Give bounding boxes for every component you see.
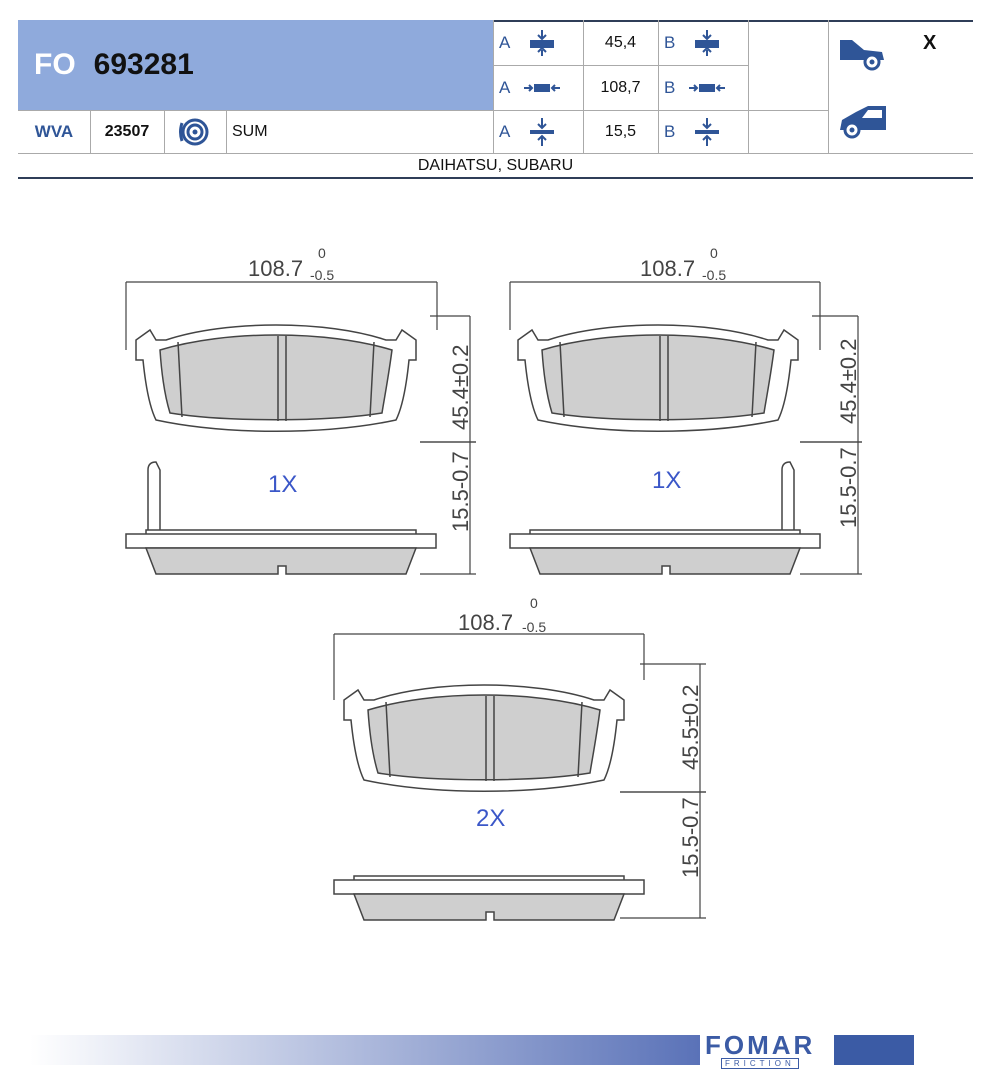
grid-line (583, 20, 584, 153)
grid-line (18, 153, 973, 154)
rear-axle-car-icon (838, 32, 888, 72)
dim-row-thickness-a (493, 110, 583, 153)
grid-line (164, 110, 165, 153)
technical-drawing (0, 230, 991, 930)
dim-row-width-a (493, 65, 583, 110)
grid-line (226, 110, 227, 153)
position-mark: X (923, 32, 937, 54)
vehicle-makes: DAIHATSU, SUBARU (417, 157, 574, 174)
dim-row-width-b (658, 65, 748, 110)
width-tol-lower: -0.5 (310, 267, 335, 283)
width-tol-upper: 0 (318, 245, 326, 261)
quantity-left: 1X (268, 471, 298, 498)
thickness-label-left: 15.5-0.7 (448, 451, 473, 532)
width-tol-lower: -0.5 (702, 267, 727, 283)
code-prefix: FO (34, 48, 76, 81)
brand-tagline: FRICTION (721, 1058, 799, 1069)
thickness-label-right: 15.5-0.7 (836, 447, 861, 528)
grid-line (658, 20, 659, 153)
code-number: 693281 (93, 48, 194, 81)
width-icon (522, 78, 562, 98)
pad-outline-bottom (344, 685, 624, 791)
dim-b-label: B (664, 77, 676, 97)
thickness-label-bottom: 15.5-0.7 (678, 797, 703, 878)
dim-width-value: 108,7 (600, 78, 641, 96)
pad-side-bottom (334, 876, 644, 920)
pad-outline-left (136, 325, 416, 431)
width-icon (687, 78, 727, 98)
width-tol-upper: 0 (710, 245, 718, 261)
footer-brand-block (834, 1035, 914, 1065)
dim-row-height-a (493, 20, 583, 65)
wva-label: WVA (34, 121, 74, 141)
disc-brake-icon (164, 110, 226, 153)
system-name: SUM (232, 122, 268, 140)
dim-a-label: A (499, 77, 511, 97)
grid-line (748, 20, 749, 153)
dim-row-thickness-b (658, 110, 748, 153)
thickness-icon (522, 116, 562, 148)
width-label-left: 108.7 (248, 256, 304, 281)
grid-line (493, 65, 748, 66)
quantity-bottom: 2X (476, 805, 506, 832)
quantity-right: 1X (652, 467, 682, 494)
grid-line (828, 20, 829, 153)
dim-thickness-value: 15,5 (604, 122, 637, 140)
dim-b-label: B (664, 121, 676, 141)
width-label-bottom: 108.7 (458, 610, 514, 635)
product-header (18, 20, 973, 180)
dim-row-height-b (658, 20, 748, 65)
height-label-bottom: 45.5±0.2 (678, 684, 703, 770)
height-label-left: 45.4±0.2 (448, 344, 473, 430)
grid-line (90, 110, 91, 153)
front-axle-car-icon (838, 100, 888, 140)
dim-a-label: A (499, 121, 511, 141)
height-label-right: 45.4±0.2 (836, 338, 861, 424)
header-bottom-rule (18, 177, 973, 179)
fomar-logo (705, 1030, 830, 1072)
dim-a-label: A (499, 32, 511, 52)
grid-line (18, 110, 828, 111)
dim-height-value: 45,4 (604, 33, 637, 51)
dim-b-label: B (664, 32, 676, 52)
pad-outline-right (518, 325, 798, 431)
product-code (18, 20, 493, 110)
thickness-icon (687, 116, 727, 148)
height-icon (687, 28, 727, 58)
wva-number: 23507 (104, 122, 150, 140)
footer-gradient-bar (30, 1035, 700, 1065)
height-icon (522, 28, 562, 58)
width-tol-upper: 0 (530, 595, 538, 611)
width-label-right: 108.7 (640, 256, 696, 281)
grid-line (493, 20, 494, 153)
width-tol-lower: -0.5 (522, 619, 547, 635)
brand-name: FOMAR (705, 1030, 816, 1060)
